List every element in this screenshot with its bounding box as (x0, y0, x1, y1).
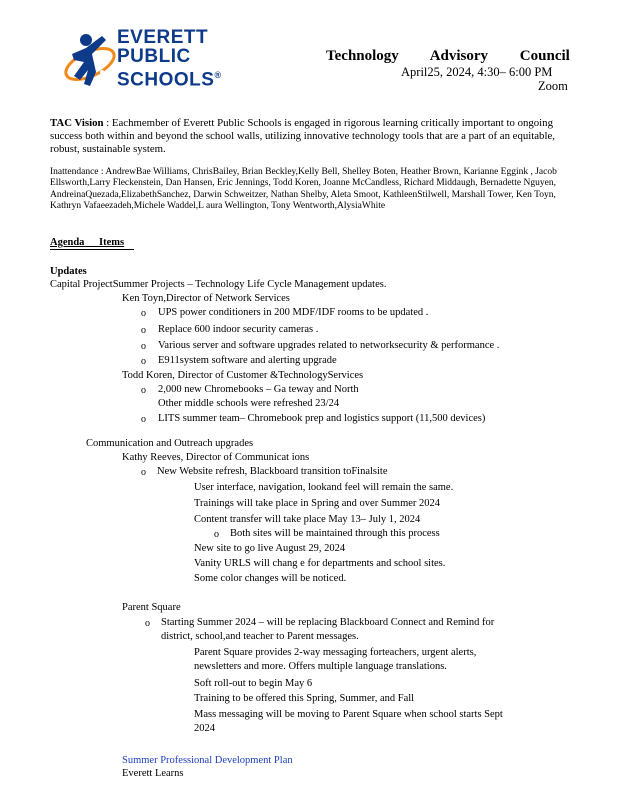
meeting-date: April25, 2024, 4:30– 6:00 PM (401, 65, 553, 79)
list-item: Trainings will take place in Spring and over Summer 2024 (194, 498, 441, 509)
logo-line-3: SCHOOLS (117, 69, 215, 91)
circle-bullet-icon: o (141, 325, 146, 336)
logo-figure-icon (62, 28, 118, 92)
circle-bullet-icon: o (145, 618, 150, 629)
list-item: Vanity URLS will chang e for departments and school sites. (194, 558, 446, 569)
list-item: LITS summer team– Chromebook prep and logistics support (11,500 devices) (158, 413, 486, 424)
list-item: Starting Summer 2024 – will be replacing Blackboard Connect and Remind for (161, 617, 495, 628)
parent-square-heading: Parent Square (122, 602, 181, 613)
list-item: New site to go live August 29, 2024 (194, 543, 346, 554)
vision-text: : Eachmember of Everett Public Schools is engaged in rigorous learning critically important to ongoing success both within and beyond the school walls, utilizing innovative technology tools that are a part of an equitable, robust, sustainable system. (50, 117, 555, 155)
list-item-continued: 2024 (194, 723, 215, 734)
list-item-continued: Other middle schools were refreshed 23/24 (158, 398, 340, 409)
summer-pd-link[interactable]: Summer Professional Development Plan (122, 755, 293, 766)
kathy-reeves-line: Kathy Reeves, Director of Communicat ions (122, 452, 310, 463)
district-logo (62, 28, 252, 92)
list-item: Some color changes will be noticed. (194, 573, 347, 584)
list-item: Mass messaging will be moving to Parent Square when school starts Sept (194, 709, 503, 720)
logo-line-2: PUBLIC (117, 46, 191, 67)
circle-bullet-icon: o (141, 356, 146, 367)
page-title: Technology Advisory Council (326, 48, 570, 64)
capital-projects-line: Capital ProjectSummer Projects – Technology Life Cycle Management updates. (50, 279, 387, 290)
list-item: Replace 600 indoor security cameras . (158, 324, 319, 335)
list-item-continued: newsletters and more. Offers multiple language translations. (194, 661, 447, 672)
meeting-venue: Zoom (538, 79, 568, 93)
list-item: Content transfer will take place May 13– July 1, 2024 (194, 514, 421, 525)
circle-bullet-icon: o (141, 467, 146, 478)
list-item: E911system software and alerting upgrade (158, 355, 337, 366)
updates-heading: Updates (50, 266, 87, 277)
vision-label: TAC Vision (50, 117, 104, 129)
list-item: User interface, navigation, lookand feel will remain the same. (194, 482, 454, 493)
logo-registered-mark: ® (214, 70, 222, 80)
circle-bullet-icon: o (141, 385, 146, 396)
agenda-divider (50, 249, 134, 250)
everett-learns-line: Everett Learns (122, 768, 184, 779)
circle-bullet-icon: o (141, 341, 146, 352)
circle-bullet-icon: o (214, 529, 219, 540)
list-item: Various server and software upgrades related to networksecurity & performance . (158, 340, 500, 351)
vision-paragraph (50, 117, 570, 156)
attendance-text: : AndrewBae Williams, ChrisBailey, Brian Beckley,Kelly Bell, Shelley Boten, Heather Brown, Karianne Eggink , Jacob Ellsworth,Larry Fleckenstein, Dan Hansen, Eric Jennings, Todd Koren, Joanne McCandless, Richard Middaugh, Bernadette Nguyen, AndreinaQuezada,ElizabethSanchez, Darwin Schweitzer, Nathan Shelby, Aleta Smoot, KathleenStilwell, Marshall Tower, Ken Toyn, Kathryn Vafaeezadeh,Michele Waddel,L aura Wellington, Tony Wentworth,AlysiaWhite (50, 167, 557, 212)
list-item: Both sites will be maintained through this process (230, 528, 440, 539)
attendance-label: Inattendance (50, 167, 99, 177)
list-item: Training to be offered this Spring, Summer, and Fall (194, 693, 415, 704)
agenda-heading: Agenda Items (50, 237, 125, 248)
communication-heading: Communication and Outreach upgrades (86, 438, 254, 449)
list-item: Soft roll-out to begin May 6 (194, 678, 313, 689)
list-item: UPS power conditioners in 200 MDF/IDF rooms to be updated . (158, 307, 429, 318)
attendance-paragraph (50, 167, 572, 213)
todd-koren-line: Todd Koren, Director of Customer &TechnologyServices (122, 370, 364, 381)
website-refresh-line: New Website refresh, Blackboard transition toFinalsite (157, 466, 388, 477)
circle-bullet-icon: o (141, 308, 146, 319)
list-item: 2,000 new Chromebooks – Ga teway and North (158, 384, 359, 395)
list-item: Parent Square provides 2-way messaging forteachers, urgent alerts, (194, 647, 477, 658)
ken-toyn-line: Ken Toyn,Director of Network Services (122, 293, 290, 304)
circle-bullet-icon: o (141, 414, 146, 425)
logo-line-1: EVERETT (117, 27, 209, 48)
logo-text (117, 28, 222, 89)
list-item-continued: district, school,and teacher to Parent messages. (161, 631, 359, 642)
